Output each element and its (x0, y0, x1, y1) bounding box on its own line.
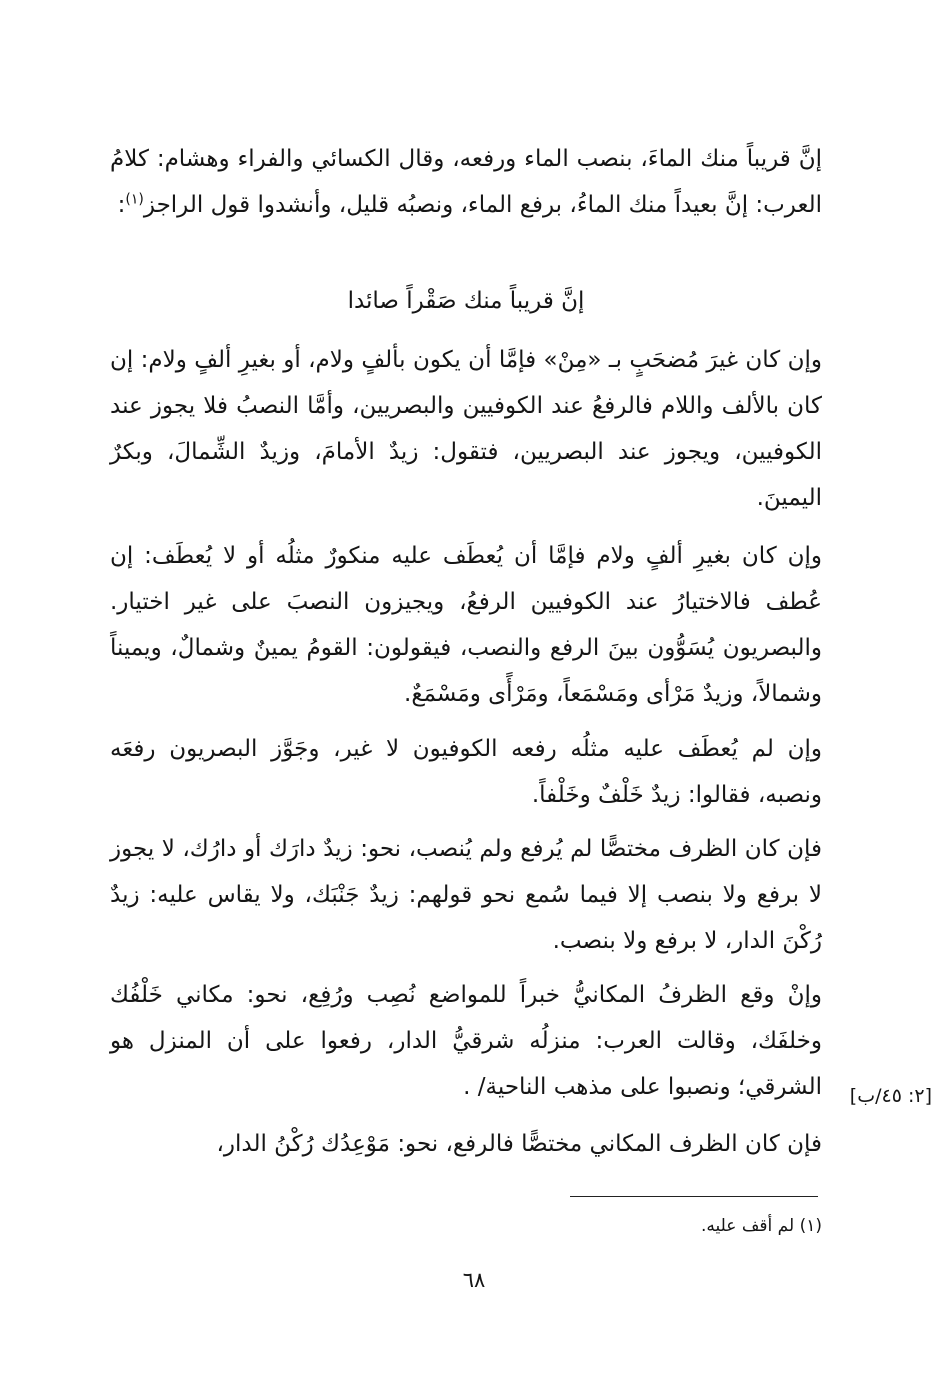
paragraph-5: فإن كان الظرف مختصًّا لم يُرفع ولم يُنصب، نحو: زيدٌ دارَك أو دارُك، لا يجوز لا برفع ولا بنصب إلا فيما سُمع نحو قولهم: زيدٌ جَنْبَك، ولا يقاس عليه: زيدٌ رُكْنَ الدار، لا برفع ولا بنصب. (110, 836, 822, 954)
paragraph-6-block (110, 972, 822, 1110)
footnote-marker: (١) (125, 191, 144, 208)
paragraph-3: وإن كان بغيرِ ألفٍ ولام فإمَّا أن يُعطَف عليه منكورٌ مثلُه أو لا يُعطَف: إن عُطف فالاختيارُ عند الكوفيين الرفعُ، ويجيزون النصبَ على غير اختيار. والبصريون يُسَوُّون بينَ الرفع والنصب، فيقولون: القومُ يمينٌ وشمالٌ، ويميناً وشمالاً، وزيدٌ مَرْأى ومَسْمَعاً، ومَرْأًى ومَسْمَعٌ. (110, 543, 822, 707)
manuscript-folio-reference: [٢: ٤٥/ب] (849, 1085, 932, 1107)
paragraph-1-block (110, 136, 822, 228)
paragraph-1-tail: : (117, 192, 126, 218)
footnote: (١) لم أقف عليه. (701, 1216, 822, 1236)
paragraph-4-block (110, 726, 822, 818)
page-number: ٦٨ (462, 1268, 486, 1292)
paragraph-2-block (110, 337, 822, 521)
paragraph-7: فإن كان الظرف المكاني مختصًّا فالرفع، نحو: مَوْعِدُك رُكْنُ الدار، (216, 1131, 822, 1157)
paragraph-6: وإنْ وقع الظرفُ المكانيُّ خبراً للمواضع نُصِب ورُفِع، نحو: مكاني خَلْفُك وخلفَك، وقالت العرب: منزلُه شرقيُّ الدار، رفعوا على أن المنزل هو الشرقي؛ ونصبوا على مذهب الناحية/ . (110, 982, 822, 1100)
paragraph-3-block (110, 533, 822, 717)
verse-line: إنَّ قريباً منك صَقْراً صائدا (347, 288, 585, 314)
paragraph-7-block (110, 1121, 822, 1167)
paragraph-1 (110, 136, 822, 228)
paragraph-5-block (110, 826, 822, 964)
paragraph-1-text: إنَّ قريباً منك الماءَ، بنصب الماء ورفعه، وقال الكسائي والفراء وهشام: كلامُ العرب: إنَّ بعيداً منك الماءُ، برفع الماء، ونصبُه قليل، وأنشدوا قول الراجز (110, 146, 822, 218)
footnote-divider (570, 1196, 818, 1197)
paragraph-2: وإن كان غيرَ مُضحَبٍ بـ «مِنْ» فإمَّا أن يكون بألفٍ ولام، أو بغيرِ ألفٍ ولام: إن كان بالألف واللام فالرفعُ عند الكوفيين والبصريين، وأمَّا النصبُ فلا يجوز عند الكوفيين، ويجوز عند البصريين، فتقول: زيدٌ الأمامَ، وزيدٌ الشِّمالَ، وبكرٌ اليمينَ. (110, 347, 822, 511)
paragraph-4: وإن لم يُعطَف عليه مثلُه رفعه الكوفيون لا غير، وجَوَّز البصريون رفعَه ونصبه، فقالوا: زيدٌ خَلْفٌ وخَلْفاً. (110, 736, 822, 808)
